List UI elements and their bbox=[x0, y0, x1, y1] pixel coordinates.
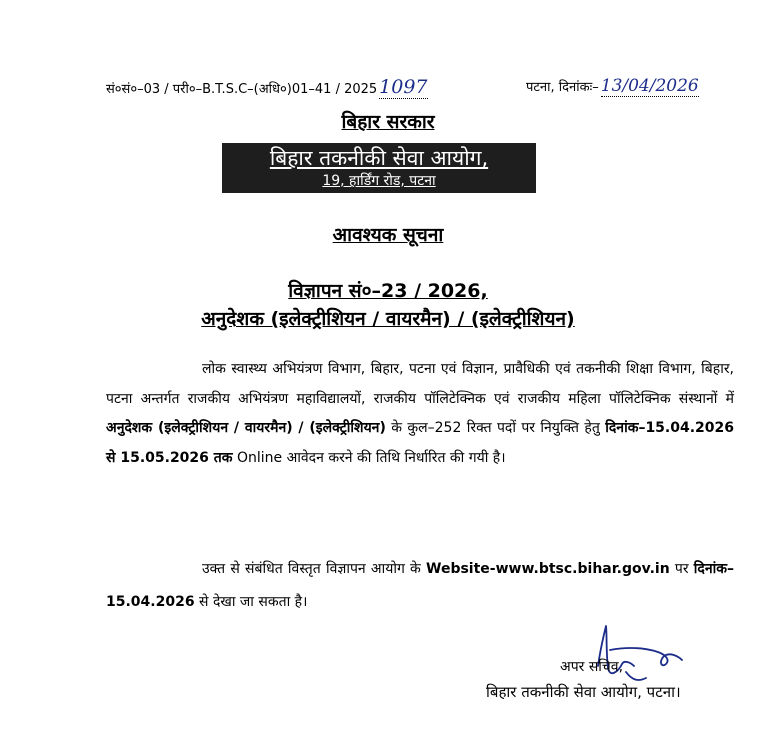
paragraph-1-text-b: के कुल–252 रिक्त पदों पर नियुक्ति हेतु bbox=[391, 420, 600, 436]
paragraph-1-dates: दिनांक–15.04.2026 से 15.05.2026 तक bbox=[106, 420, 735, 466]
paragraph-2-text-b: पर bbox=[674, 561, 689, 577]
commission-name-row bbox=[222, 143, 536, 171]
reference-number-line bbox=[106, 76, 428, 98]
paragraph-1-text-c: Online आवेदन करने की तिथि निर्धारित की गयी है। bbox=[236, 449, 506, 466]
advertisement-number: विज्ञापन सं०–23 / 2026, bbox=[288, 280, 488, 302]
paragraph-1-post: अनुदेशक (इलेक्ट्रीशियन / वायरमैन) / (इलेक्ट्रीशियन) bbox=[106, 420, 386, 436]
signatory-organization: बिहार तकनीकी सेवा आयोग, पटना। bbox=[486, 683, 681, 701]
notice-title-text: आवश्यक सूचना bbox=[332, 224, 444, 246]
date-line bbox=[526, 76, 699, 96]
advertisement-number-row bbox=[0, 277, 776, 305]
notice-title bbox=[0, 221, 776, 247]
reference-number: सं०सं०–03 / परी०–B.T.S.C–(अधि०)01–41 / 2025 bbox=[106, 82, 378, 97]
paragraph-2 bbox=[106, 553, 734, 619]
paragraph-2-text-c: से देखा जा सकता है। bbox=[199, 594, 308, 610]
advertisement-post: अनुदेशक (इलेक्ट्रीशियन / वायरमैन) / (इलेक्ट्रीशियन) bbox=[201, 308, 575, 330]
paragraph-2-text-a: उक्त से संबंधित विस्तृत विज्ञापन आयोग के bbox=[202, 561, 421, 577]
paragraph-1 bbox=[106, 355, 734, 473]
commission-name: बिहार तकनीकी सेवा आयोग, bbox=[269, 146, 489, 170]
date-label: पटना, दिनांकः– bbox=[526, 80, 599, 95]
advertisement-post-row bbox=[0, 305, 776, 333]
government-heading bbox=[0, 108, 776, 134]
paragraph-1-text-a: लोक स्वास्थ्य अभियंत्रण विभाग, बिहार, पटना एवं विज्ञान, प्रावैधिकी एवं तकनीकी शिक्षा विभाग, बिहार, पटना अन्तर्गत राजकीय अभियंत्रण महाविद्यालयों, राजकीय पॉलिटेक्निक एवं राजकीय महिला पॉलिटेक्निक संस्थानों में bbox=[106, 361, 734, 407]
commission-address: 19, हार्डिंग रोड, पटना bbox=[322, 173, 436, 189]
government-name: बिहार सरकार bbox=[341, 111, 435, 133]
advertisement-heading bbox=[0, 277, 776, 333]
website-link[interactable]: Website-www.btsc.bihar.gov.in bbox=[426, 561, 670, 577]
signatory-title: अपर सचिव, bbox=[560, 659, 624, 675]
handwritten-letter-number: 1097 bbox=[379, 76, 428, 98]
commission-address-row bbox=[222, 171, 536, 191]
handwritten-date: 13/04/2026 bbox=[600, 76, 699, 96]
paragraph-2-date: दिनांक–15.04.2026 bbox=[106, 561, 735, 610]
commission-banner bbox=[222, 143, 536, 193]
